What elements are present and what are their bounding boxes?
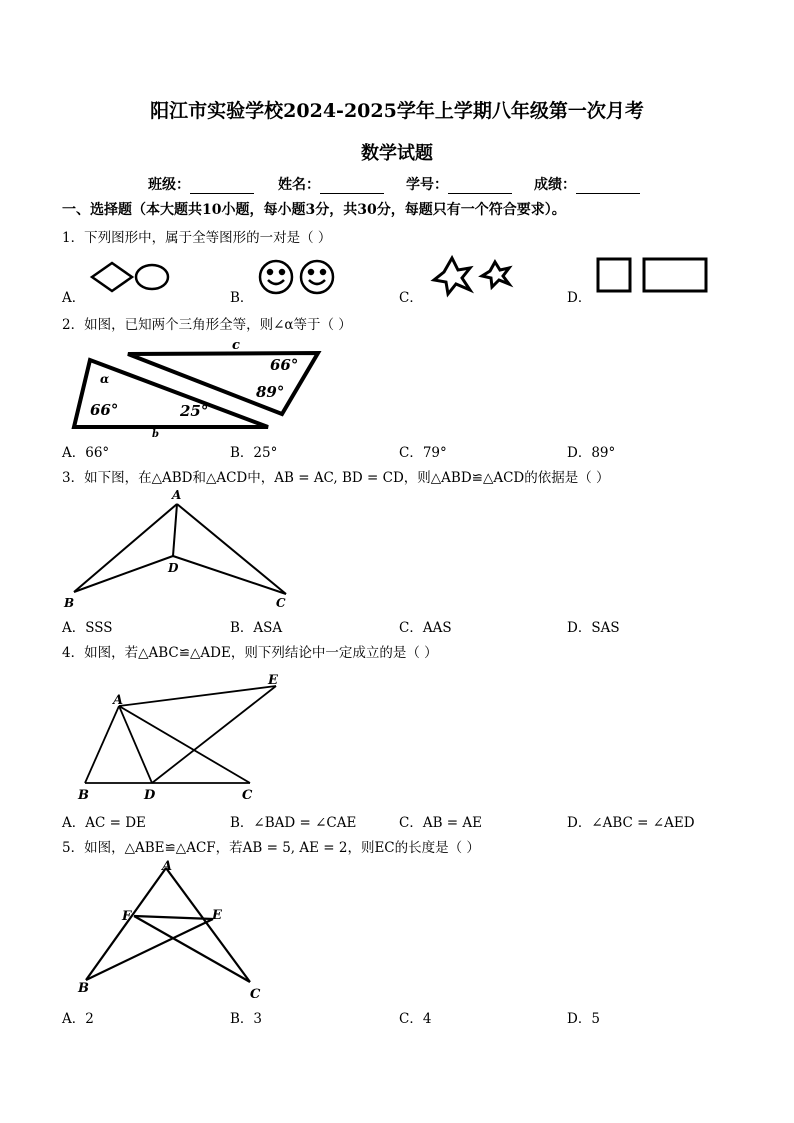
- q5-option-d: D．5: [567, 1011, 600, 1027]
- label-angle-c: 66°: [90, 401, 119, 419]
- q2-option-c: C．79°: [399, 445, 447, 461]
- question-3-stem: 3．如下图，在△ABD和△ACD中，AB = AC, BD = CD，则△ABD≌△ACD的依据是（ ）: [62, 470, 610, 486]
- label-angle-d: 25°: [180, 402, 209, 420]
- label-B: B: [78, 788, 89, 803]
- q1-option-d: D．: [567, 290, 592, 306]
- q3-option-a: A．SSS: [62, 620, 113, 636]
- ellipse-shape: [136, 265, 168, 289]
- exam-title: 阳江市实验学校2024-2025学年上学期八年级第一次月考: [150, 100, 644, 122]
- question-1-stem: 1．下列图形中，属于全等图形的一对是（ ）: [62, 230, 332, 246]
- label-C: C: [250, 987, 261, 1002]
- label-A: A: [162, 859, 173, 874]
- label-angle-a: 66°: [270, 356, 299, 374]
- square-shape: [598, 259, 630, 291]
- diamond-shape: [92, 263, 132, 291]
- student-id-field: 学号：: [406, 174, 512, 194]
- q1-option-b: B．: [230, 290, 254, 306]
- label-D: D: [168, 561, 179, 575]
- smiley-face-right: [301, 261, 333, 293]
- label-A: A: [172, 488, 182, 502]
- label-E: E: [212, 908, 222, 923]
- label-F: F: [122, 909, 132, 924]
- label-D: D: [144, 788, 156, 803]
- star-shape-small: [482, 262, 509, 287]
- label-angle-b: 89°: [256, 383, 285, 401]
- question-2-figure: [60, 335, 340, 440]
- label-B: B: [64, 596, 75, 610]
- q5-option-c: C．4: [399, 1011, 432, 1027]
- q4-option-a: A．AC = DE: [62, 815, 146, 831]
- name-field: 姓名：: [278, 174, 384, 194]
- question-4-stem: 4．如图，若△ABC≌△ADE，则下列结论中一定成立的是（ ）: [62, 645, 438, 661]
- q4-option-d: D．∠ABC = ∠AED: [567, 815, 695, 831]
- q3-option-c: C．AAS: [399, 620, 452, 636]
- q4-option-c: C．AB = AE: [399, 815, 482, 831]
- q5-option-b: B．3: [230, 1011, 263, 1027]
- exam-subtitle: 数学试题: [361, 143, 433, 164]
- q2-option-b: B．25°: [230, 445, 278, 461]
- label-C: C: [276, 596, 286, 610]
- q2-option-d: D．89°: [567, 445, 616, 461]
- q3-option-b: B．ASA: [230, 620, 283, 636]
- q2-option-a: A．66°: [62, 445, 110, 461]
- class-field: 班级：: [148, 174, 254, 194]
- question-5-figure: [60, 858, 290, 1006]
- smiley-face-left: [260, 261, 292, 293]
- label-B: B: [78, 981, 89, 996]
- q1-option-a: A．: [62, 290, 86, 306]
- q4-option-b: B．∠BAD = ∠CAE: [230, 815, 357, 831]
- q5-option-a: A．2: [62, 1011, 94, 1027]
- rectangle-shape: [644, 259, 706, 291]
- label-top-side: c: [232, 338, 240, 353]
- label-C: C: [242, 788, 253, 803]
- q3-option-d: D．SAS: [567, 620, 620, 636]
- question-5-stem: 5．如图，△ABE≌△ACF，若AB = 5, AE = 2，则EC的长度是（ ）: [62, 840, 480, 856]
- label-bottom-side: b: [152, 429, 159, 440]
- star-shape-large: [434, 258, 470, 294]
- q1-option-c: C．: [399, 290, 423, 306]
- question-3-figure: [60, 488, 300, 612]
- label-A: A: [113, 693, 124, 708]
- label-alpha: α: [100, 372, 110, 386]
- label-E: E: [268, 673, 278, 688]
- section-heading: 一、选择题（本大题共10小题，每小题3分，共30分，每题只有一个符合要求）。: [62, 202, 566, 218]
- score-field: 成绩：: [534, 174, 640, 194]
- question-2-stem: 2．如图，已知两个三角形全等，则∠α等于（ ）: [62, 317, 352, 333]
- question-4-figure: [60, 668, 300, 808]
